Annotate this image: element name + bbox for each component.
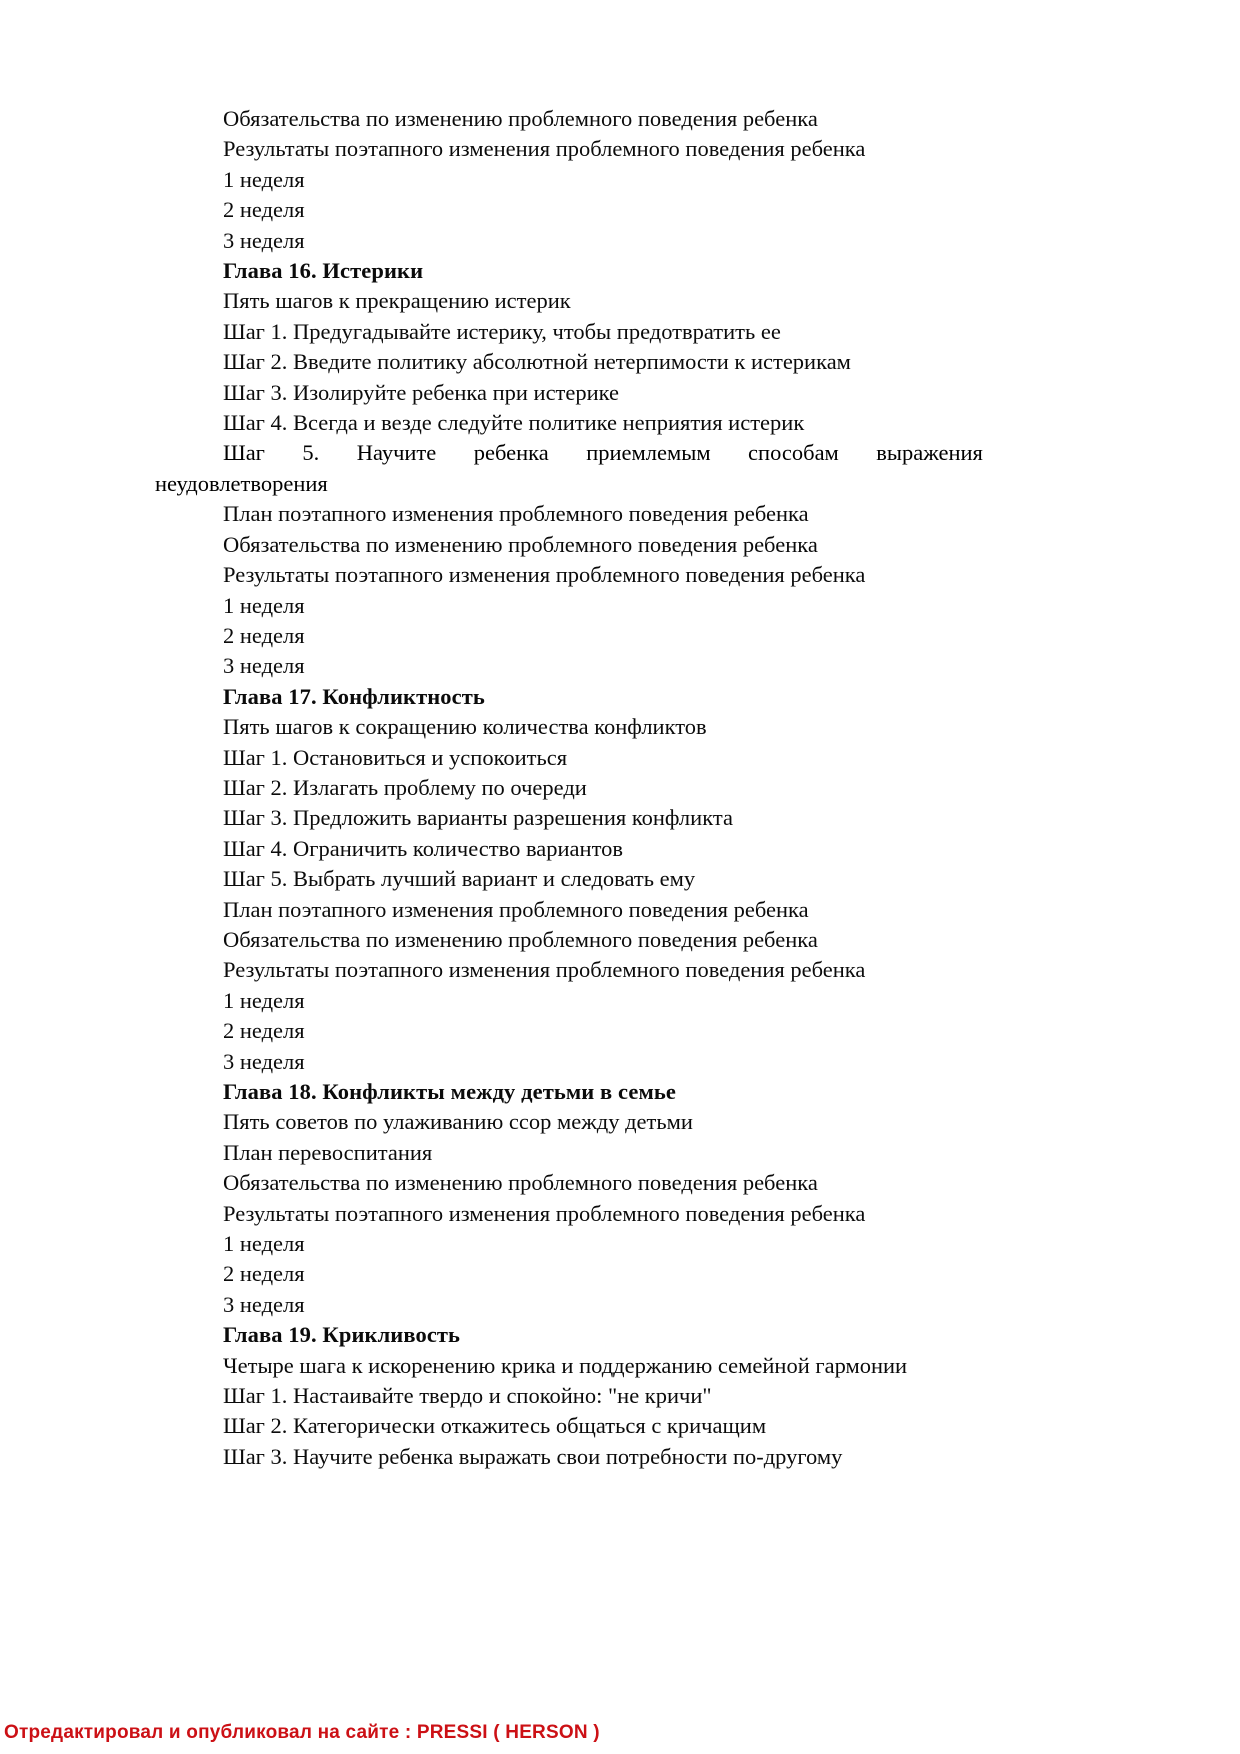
toc-entry: Результаты поэтапного изменения проблемного поведения ребенка: [223, 957, 866, 983]
toc-entry-justified: [155, 438, 983, 499]
toc-entry: 2 неделя: [223, 1261, 305, 1287]
toc-entry: План поэтапного изменения проблемного поведения ребенка: [223, 501, 809, 527]
toc-entry: Обязательства по изменению проблемного поведения ребенка: [223, 926, 818, 952]
toc-entry: Шаг 4. Всегда и везде следуйте политике неприятия истерик: [223, 410, 805, 436]
toc-entry: Обязательства по изменению проблемного поведения ребенка: [223, 531, 818, 557]
toc-word: Научите: [356, 440, 437, 466]
toc-line: [155, 469, 983, 499]
toc-entry: Пять шагов к сокращению количества конфликтов: [223, 714, 707, 740]
toc-entry: Шаг 5. Выбрать лучший вариант и следовать ему: [223, 866, 696, 892]
toc-entry: 2 неделя: [223, 622, 305, 648]
toc-entry: Шаг 1. Настаивайте твердо и спокойно: "не кричи": [223, 1383, 712, 1409]
table-of-contents-column: [155, 104, 983, 1472]
toc-entry: 1 неделя: [223, 592, 305, 618]
toc-entry: 3 неделя: [223, 1291, 305, 1317]
toc-entry: План перевоспитания: [223, 1139, 433, 1165]
toc-line-text: неудовлетворения: [155, 470, 328, 496]
toc-word: способам: [748, 440, 839, 466]
toc-entry: 3 неделя: [223, 227, 305, 253]
toc-entry: 3 неделя: [223, 1048, 305, 1074]
toc-entry: Обязательства по изменению проблемного поведения ребенка: [223, 106, 818, 131]
toc-entry: 3 неделя: [223, 653, 305, 679]
toc-entry: 1 неделя: [223, 987, 305, 1013]
toc-entry: План поэтапного изменения проблемного поведения ребенка: [223, 896, 809, 922]
toc-entry: Шаг 3. Научите ребенка выражать свои потребности по-другому: [223, 1443, 843, 1469]
toc-word: Шаг: [223, 440, 265, 466]
toc-entry: Результаты поэтапного изменения проблемного поведения ребенка: [223, 136, 866, 162]
chapter-heading: Глава 16. Истерики: [223, 258, 424, 284]
toc-entry: 2 неделя: [223, 197, 305, 223]
toc-entry: Шаг 3. Изолируйте ребенка при истерике: [223, 379, 620, 405]
toc-entry: Пять шагов к прекращению истерик: [223, 288, 571, 314]
toc-entry: Шаг 2. Введите политику абсолютной нетерпимости к истерикам: [223, 349, 851, 375]
toc-entry: Шаг 2. Излагать проблему по очереди: [223, 774, 587, 800]
toc-entry: Обязательства по изменению проблемного поведения ребенка: [223, 1170, 818, 1196]
toc-line: [155, 438, 983, 468]
toc-word: 5.: [302, 440, 320, 466]
toc-entry: Результаты поэтапного изменения проблемного поведения ребенка: [223, 1200, 866, 1226]
toc-entry: Шаг 4. Ограничить количество вариантов: [223, 835, 623, 861]
toc-entry: Шаг 1. Предугадывайте истерику, чтобы предотвратить ее: [223, 318, 781, 344]
toc-entry: Четыре шага к искоренению крика и поддержанию семейной гармонии: [223, 1352, 908, 1378]
toc-entry: 2 неделя: [223, 1018, 305, 1044]
toc-entry: Шаг 3. Предложить варианты разрешения конфликта: [223, 805, 733, 831]
chapter-heading: Глава 18. Конфликты между детьми в семье: [223, 1079, 676, 1104]
toc-entry: 1 неделя: [223, 1231, 305, 1257]
chapter-heading: Глава 17. Конфликтность: [223, 683, 485, 709]
toc-entry: Шаг 2. Категорически откажитесь общаться с кричащим: [223, 1413, 767, 1439]
publisher-credit-footer: Отредактировал и опубликовал на сайте : PRESSI ( HERSON ): [4, 1722, 600, 1743]
toc-entry: 1 неделя: [223, 166, 305, 192]
toc-word: ребенка: [473, 440, 549, 466]
toc-entry: Результаты поэтапного изменения проблемного поведения ребенка: [223, 562, 866, 588]
toc-entry: Пять советов по улаживанию ссор между детьми: [223, 1109, 693, 1135]
chapter-heading: Глава 19. Крикливость: [223, 1322, 461, 1348]
toc-word: приемлемым: [586, 440, 711, 466]
toc-word: выражения: [876, 440, 983, 466]
toc-entry: Шаг 1. Остановиться и успокоиться: [223, 744, 568, 770]
